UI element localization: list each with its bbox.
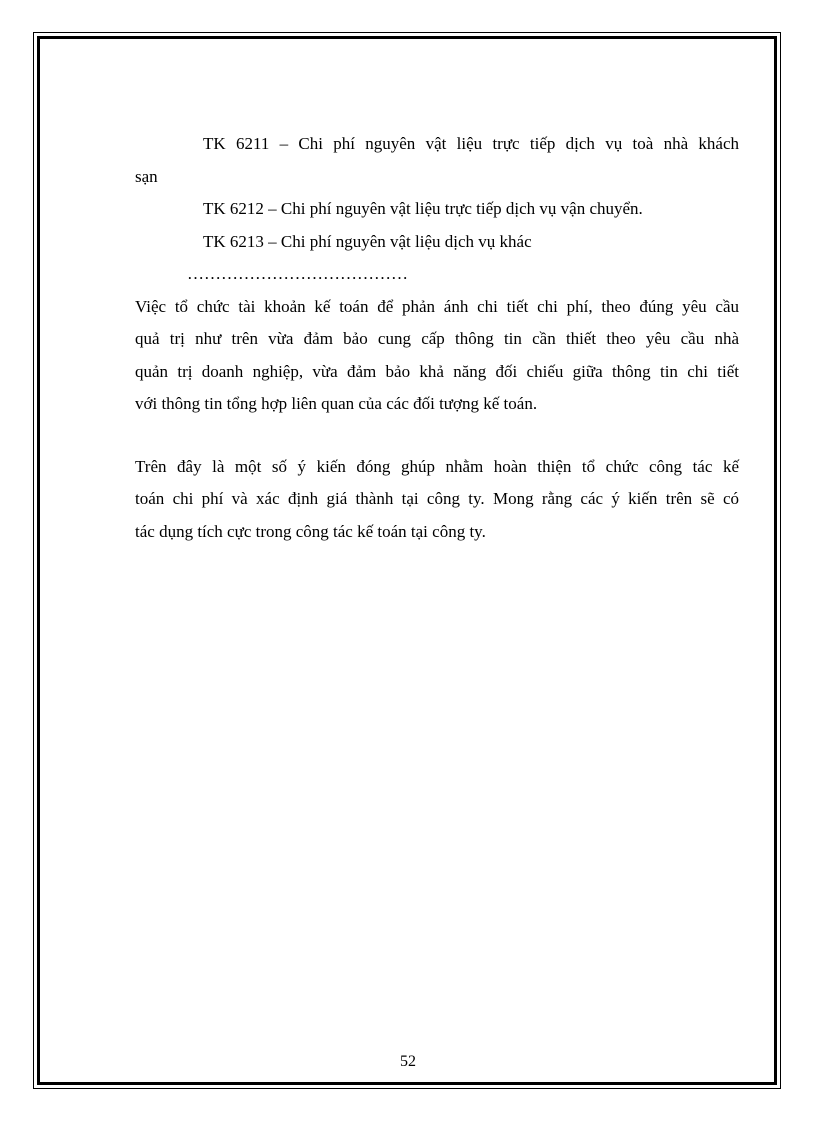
- account-6213-line: TK 6213 – Chi phí nguyên vật liệu dịch vụ khác: [203, 231, 532, 251]
- paragraph-line: với thông tin tổng hợp liên quan của các đối tượng kế toán.: [135, 394, 538, 413]
- paragraph-gap: [135, 421, 739, 451]
- page-number: 52: [400, 1053, 416, 1070]
- account-6211-continuation: sạn: [135, 166, 158, 186]
- paragraph-line: Trên đây là một số ý kiến đóng ghúp nhằm hoàn thiện tổ chức công tác kế: [135, 456, 739, 476]
- paragraph-line: Việc tổ chức tài khoản kế toán để phản ánh chi tiết chi phí, theo đúng yêu cầu: [135, 296, 739, 316]
- paragraph-line: tác dụng tích cực trong công tác kế toán tại công ty.: [135, 521, 486, 541]
- paragraph-line: quản trị doanh nghiệp, vừa đảm bảo khả năng đối chiếu giữa thông tin chi tiết: [135, 361, 739, 381]
- paragraph-line: toán chi phí và xác định giá thành tại công ty. Mong rằng các ý kiến trên sẽ có: [135, 489, 739, 508]
- paragraph-line: quả trị như trên vừa đảm bảo cung cấp thông tin cần thiết theo yêu cầu nhà: [135, 329, 739, 348]
- paragraph-account-organization: [135, 291, 739, 421]
- ellipsis-line: …………………………………: [187, 264, 408, 283]
- account-6211-line: TK 6211 – Chi phí nguyên vật liệu trực tiếp dịch vụ toà nhà khách: [203, 134, 739, 153]
- document-body: [135, 128, 739, 548]
- account-6212-line: TK 6212 – Chi phí nguyên vật liệu trực tiếp dịch vụ vận chuyển.: [203, 199, 643, 218]
- paragraph-conclusion: [135, 451, 739, 549]
